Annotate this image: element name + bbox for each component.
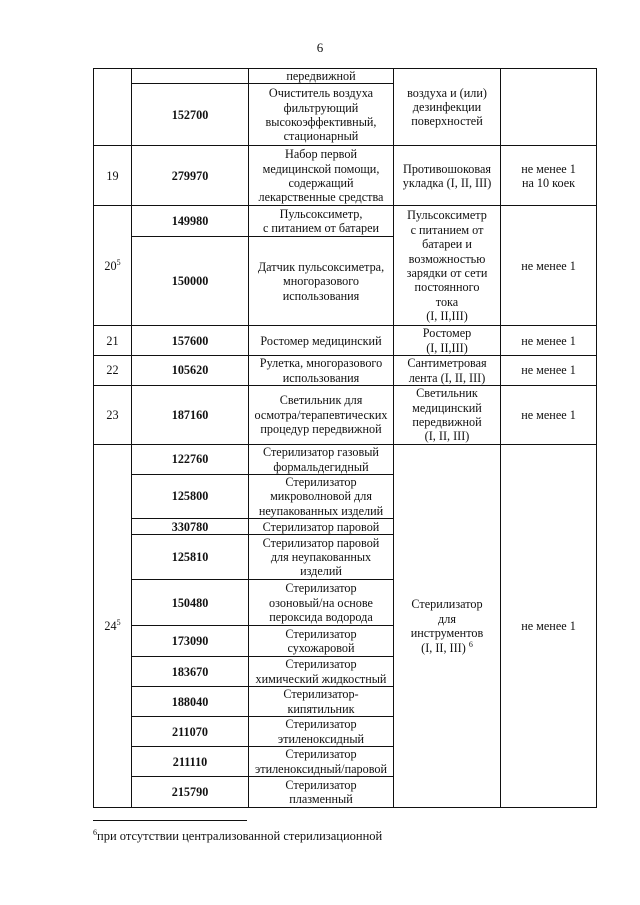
group-line: Противошоковая	[403, 161, 491, 176]
row-number: 20	[104, 258, 117, 273]
footnote-text: при отсутствии централизованной стерилизационной	[97, 829, 383, 843]
footnote-separator	[93, 820, 247, 821]
name-line: этиленоксидный/паровой	[255, 761, 387, 776]
row-number-cell	[94, 445, 132, 808]
name-line: процедур передвижной	[260, 422, 382, 437]
quantity-cell	[501, 69, 597, 146]
name-line: неупакованных изделий	[258, 503, 384, 518]
table-row	[94, 146, 597, 206]
group-line: Пульсоксиметр	[407, 208, 487, 223]
name-cell	[249, 777, 394, 808]
name-line: содержащий	[288, 175, 354, 190]
name-line: Очиститель воздуха	[268, 86, 374, 101]
name-line: химический жидкостный	[255, 671, 387, 686]
name-cell	[249, 657, 394, 687]
row-number-cell	[94, 206, 132, 326]
name-line: Светильник для	[279, 393, 363, 408]
name-line: Стерилизатор паровой	[262, 535, 380, 550]
group-line: постоянного	[414, 280, 480, 295]
name-line: использования	[282, 370, 360, 385]
code-cell: 211110	[132, 747, 249, 777]
name-line: Рулетка, многоразового	[259, 356, 383, 371]
name-line: Датчик пульсоксиметра,	[257, 259, 385, 274]
row-number-cell: 22	[94, 356, 132, 386]
name-line: использования	[282, 288, 360, 303]
name-line: многоразового	[282, 274, 359, 289]
quantity-cell: не менее 1	[501, 206, 597, 326]
code-cell	[132, 69, 249, 84]
name-cell	[249, 206, 394, 237]
name-cell	[249, 475, 394, 519]
table-row	[94, 356, 597, 386]
name-cell	[249, 237, 394, 326]
group-line: (I, II, III)	[421, 640, 466, 655]
name-cell	[249, 84, 394, 146]
group-line: (I, II, III)	[424, 429, 470, 444]
name-line: фильтрующий	[283, 100, 359, 115]
name-line: Стерилизатор	[285, 717, 357, 732]
name-cell: Ростомер медицинский	[249, 326, 394, 356]
quantity-cell: не менее 1	[501, 386, 597, 445]
row-number-cell	[94, 69, 132, 146]
code-cell: 183670	[132, 657, 249, 687]
code-cell: 187160	[132, 386, 249, 445]
name-line: кипятильник	[287, 701, 355, 716]
table-row	[94, 326, 597, 356]
code-cell: 157600	[132, 326, 249, 356]
code-cell: 150000	[132, 237, 249, 326]
name-cell	[249, 747, 394, 777]
group-cell	[394, 69, 501, 146]
row-number-cell: 19	[94, 146, 132, 206]
code-cell: 152700	[132, 84, 249, 146]
name-cell	[249, 626, 394, 657]
group-line: Сантиметровая	[407, 356, 487, 371]
code-cell: 330780	[132, 519, 249, 535]
group-line: передвижной	[412, 415, 482, 430]
name-cell	[249, 687, 394, 717]
footnote	[93, 829, 382, 844]
name-line: озоновый/на основе	[269, 595, 373, 610]
group-line: для	[438, 611, 456, 626]
group-line: возможностью	[408, 251, 486, 266]
equipment-table	[93, 68, 597, 808]
footnote-ref: 5	[116, 617, 121, 627]
quantity-cell: не менее 1	[501, 356, 597, 386]
name-line: осмотра/терапевтических	[254, 407, 388, 422]
group-line: поверхностей	[411, 114, 483, 129]
row-number-cell: 23	[94, 386, 132, 445]
code-cell: 125800	[132, 475, 249, 519]
name-line: с питанием от батареи	[262, 221, 380, 236]
quantity-line: на 10 коек	[521, 175, 576, 190]
code-cell: 173090	[132, 626, 249, 657]
name-line: стационарный	[283, 129, 359, 144]
name-line: Стерилизатор	[285, 581, 357, 596]
name-line: Набор первой	[285, 147, 357, 162]
name-line: лекарственные средства	[258, 190, 384, 205]
name-cell	[249, 146, 394, 206]
group-line: Светильник	[416, 386, 478, 401]
name-line: пероксида водорода	[269, 609, 373, 624]
footnote-ref: 5	[116, 257, 121, 267]
table-row	[94, 206, 597, 237]
code-cell: 211070	[132, 717, 249, 747]
quantity-cell: не менее 1	[501, 326, 597, 356]
group-line: воздуха и (или)	[407, 85, 487, 100]
table-row	[94, 386, 597, 445]
name-line: Пульсоксиметр,	[279, 207, 363, 221]
table-row	[94, 69, 597, 84]
code-cell: 188040	[132, 687, 249, 717]
group-line: (I, II,III)	[426, 340, 468, 355]
name-cell	[249, 386, 394, 445]
quantity-line: не менее 1	[521, 161, 576, 176]
quantity-cell	[501, 146, 597, 206]
code-cell: 122760	[132, 445, 249, 475]
group-line: инструментов	[410, 626, 484, 641]
group-line: зарядки от сети	[406, 265, 488, 280]
name-cell	[249, 535, 394, 580]
code-cell: 150480	[132, 580, 249, 626]
code-cell: 215790	[132, 777, 249, 808]
name-line: передвижной	[286, 69, 356, 83]
group-line: (I, II,III)	[426, 309, 468, 324]
name-line: сухожаровой	[287, 641, 355, 656]
name-cell	[249, 580, 394, 626]
group-cell	[394, 386, 501, 445]
name-line: этиленоксидный	[277, 731, 365, 746]
name-line: плазменный	[289, 792, 353, 807]
group-line: укладка (I, II, III)	[402, 175, 492, 190]
name-cell: Стерилизатор паровой	[249, 519, 394, 535]
name-line: Стерилизатор газовый	[263, 445, 379, 460]
footnote-mark: 6	[93, 827, 97, 837]
group-line: лента (I, II, III)	[408, 370, 486, 385]
group-cell	[394, 445, 501, 808]
name-line: Стерилизатор	[285, 777, 357, 792]
code-cell: 279970	[132, 146, 249, 206]
name-line: высокоэффективный,	[265, 114, 377, 129]
name-line: Стерилизатор	[285, 747, 357, 762]
footnote-ref: 6	[468, 639, 473, 649]
name-line: Стерилизатор	[285, 657, 357, 672]
table-row	[94, 445, 597, 475]
name-line: изделий	[300, 564, 342, 579]
name-line: для неупакованных	[270, 550, 372, 565]
group-cell	[394, 356, 501, 386]
code-cell: 149980	[132, 206, 249, 237]
group-cell	[394, 326, 501, 356]
group-line: тока	[435, 294, 459, 309]
group-line: Стерилизатор	[411, 597, 483, 612]
name-line: медицинской помощи,	[262, 161, 380, 176]
name-cell	[249, 356, 394, 386]
name-cell	[249, 69, 394, 84]
row-number-cell: 21	[94, 326, 132, 356]
name-line: Стерилизатор	[285, 626, 357, 641]
group-cell	[394, 146, 501, 206]
page-number: 6	[316, 40, 324, 55]
group-line: медицинский	[412, 400, 482, 415]
code-cell: 105620	[132, 356, 249, 386]
name-line: формальдегидный	[273, 459, 369, 474]
quantity-cell: не менее 1	[501, 445, 597, 808]
group-line: Ростомер	[422, 326, 472, 341]
name-cell	[249, 717, 394, 747]
name-line: Стерилизатор-	[283, 687, 359, 702]
group-cell	[394, 206, 501, 326]
group-line: дезинфекции	[412, 100, 482, 114]
name-cell	[249, 445, 394, 475]
group-line: с питанием от	[410, 222, 484, 237]
name-line: микроволновой для	[270, 489, 372, 504]
code-cell: 125810	[132, 535, 249, 580]
row-number: 24	[104, 618, 117, 633]
group-line: батареи и	[422, 237, 472, 252]
name-line: Стерилизатор	[285, 475, 357, 490]
